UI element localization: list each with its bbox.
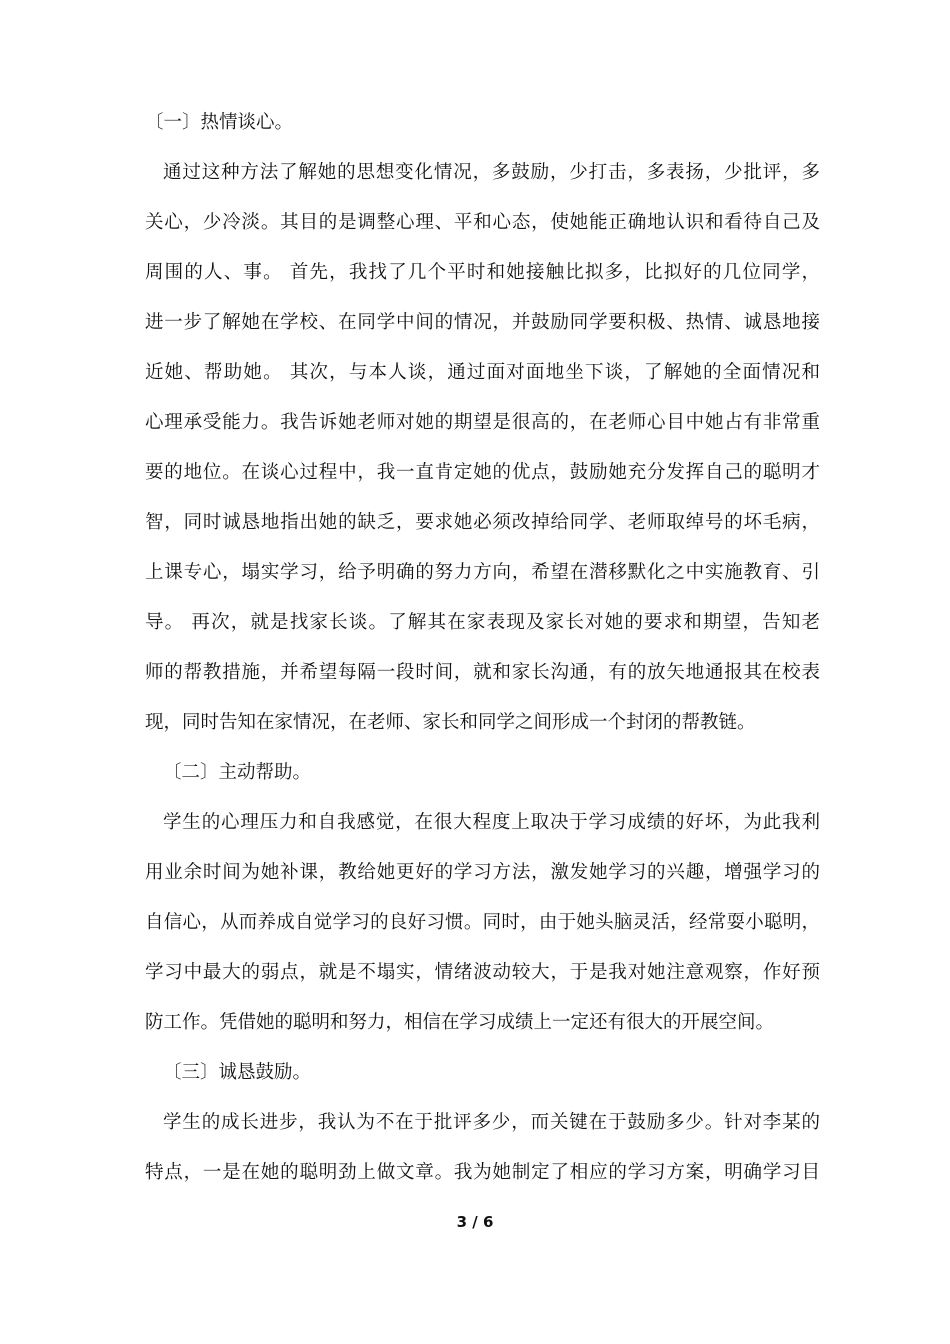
- section-heading-3: 〔三〕诚恳鼓励。: [163, 1062, 312, 1083]
- paragraph-line: 通过这种方法了解她的思想变化情况，多鼓励，少打击，多表扬，少批评，多: [163, 162, 820, 183]
- paragraph-line: 用业余时间为她补课，教给她更好的学习方法，激发她学习的兴趣，增强学习的: [145, 862, 820, 883]
- paragraph-line: 进一步了解她在学校、在同学中间的情况，并鼓励同学要积极、热情、诚恳地接: [145, 312, 820, 333]
- paragraph-line: 关心，少冷淡。其目的是调整心理、平和心态，使她能正确地认识和看待自己及: [145, 212, 820, 233]
- paragraph-line: 现，同时告知在家情况，在老师、家长和同学之间形成一个封闭的帮教链。: [145, 712, 756, 733]
- paragraph-line: 要的地位。在谈心过程中，我一直肯定她的优点，鼓励她充分发挥自己的聪明才: [145, 462, 820, 483]
- paragraph-line: 防工作。凭借她的聪明和努力，相信在学习成绩上一定还有很大的开展空间。: [145, 1012, 775, 1033]
- section-heading-2: 〔二〕主动帮助。: [163, 762, 312, 783]
- paragraph-line: 学习中最大的弱点，就是不塌实，情绪波动较大，于是我对她注意观察，作好预: [145, 962, 820, 983]
- paragraph-line: 学生的心理压力和自我感觉，在很大程度上取决于学习成绩的好坏，为此我利: [163, 812, 820, 833]
- paragraph-line: 智，同时诚恳地指出她的缺乏，要求她必须改掉给同学、老师取绰号的坏毛病，: [145, 512, 820, 533]
- paragraph-line: 导。 再次，就是找家长谈。了解其在家表现及家长对她的要求和期望，告知老: [145, 612, 820, 633]
- paragraph-line: 周围的人、事。 首先，我找了几个平时和她接触比拟多，比拟好的几位同学，: [145, 262, 820, 283]
- paragraph-line: 心理承受能力。我告诉她老师对她的期望是很高的，在老师心目中她占有非常重: [145, 412, 820, 433]
- paragraph-line: 学生的成长进步，我认为不在于批评多少，而关键在于鼓励多少。针对李某的: [163, 1112, 820, 1133]
- paragraph-line: 师的帮教措施，并希望每隔一段时间，就和家长沟通，有的放矢地通报其在校表: [145, 662, 820, 683]
- section-heading-1: 〔一〕热情谈心。: [145, 112, 294, 133]
- paragraph-line: 近她、帮助她。 其次，与本人谈，通过面对面地坐下谈，了解她的全面情况和: [145, 362, 820, 383]
- paragraph-line: 上课专心，塌实学习，给予明确的努力方向，希望在潜移默化之中实施教育、引: [145, 562, 820, 583]
- paragraph-line: 特点，一是在她的聪明劲上做文章。我为她制定了相应的学习方案，明确学习目: [145, 1162, 820, 1183]
- paragraph-line: 自信心，从而养成自觉学习的良好习惯。同时，由于她头脑灵活，经常耍小聪明，: [145, 912, 820, 933]
- page-number: 3 / 6: [456, 1213, 494, 1231]
